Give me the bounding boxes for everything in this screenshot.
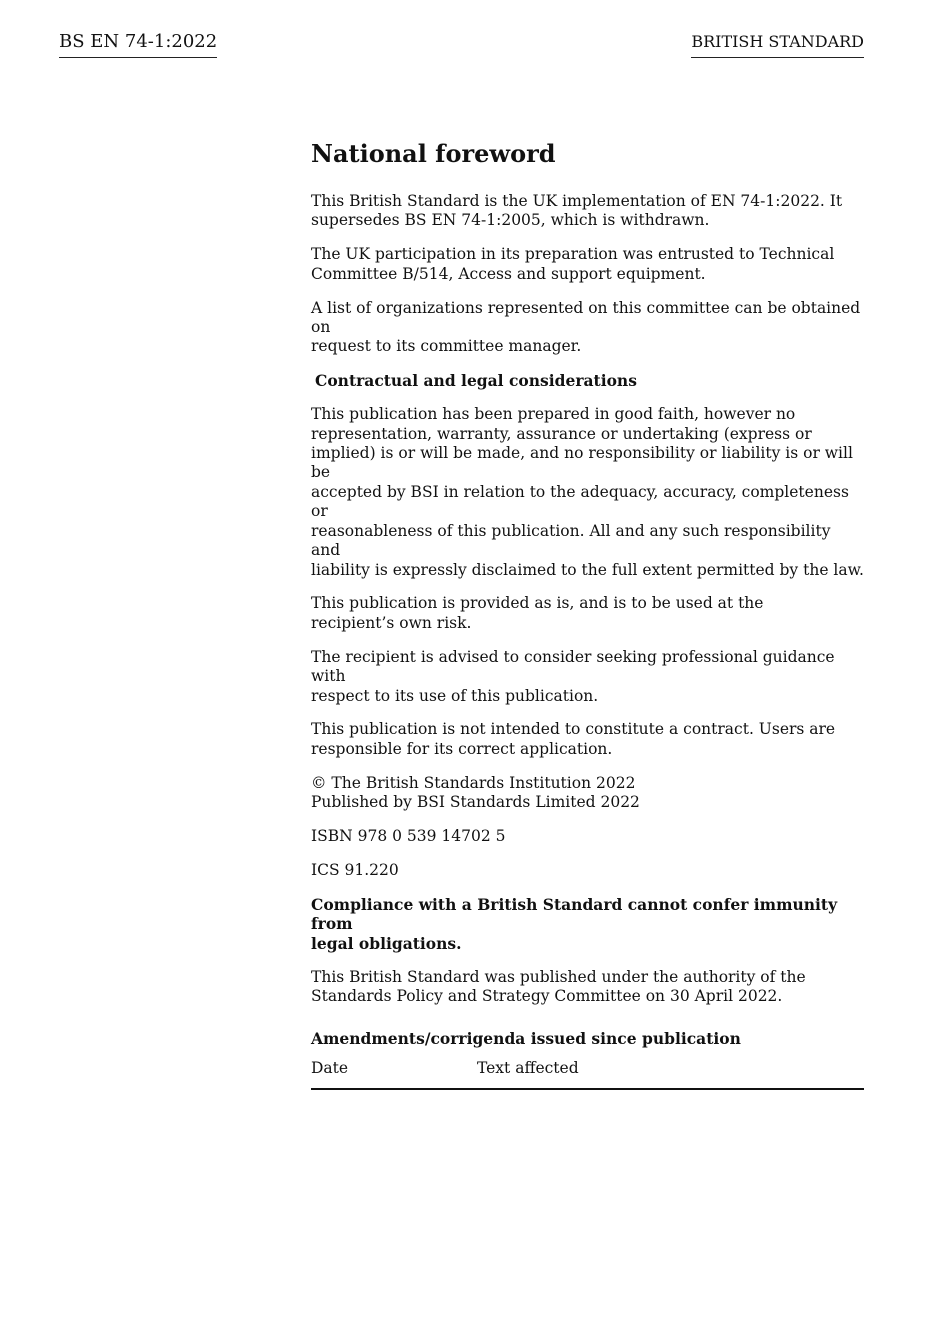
date-column-header: Date (311, 1058, 349, 1077)
text-line: The recipient is advised to consider seeking professional guidance with (311, 647, 835, 686)
standard-series-label: BRITISH STANDARD (691, 31, 864, 58)
foreword-content (311, 138, 864, 1090)
contract-paragraph (311, 720, 864, 759)
text-line: Standards Policy and Strategy Committee on 30 April 2022. (311, 987, 783, 1005)
text-line: reasonableness of this publication. All and any such responsibility and (311, 521, 831, 560)
text-line: The UK participation in its preparation was entrusted to Technical (311, 245, 835, 264)
amendments-table (311, 1059, 864, 1090)
compliance-notice (311, 895, 864, 953)
text-line: responsible for its correct application. (311, 739, 613, 758)
copyright-line: © The British Standards Institution 2022 (311, 773, 636, 792)
good-faith-paragraph (311, 405, 864, 580)
text-line: supersedes BS EN 74-1:2005, which is withdrawn. (311, 211, 710, 230)
text-line: This publication has been prepared in good faith, however no (311, 405, 796, 424)
text-line: legal obligations. (311, 933, 462, 953)
document-code: BS EN 74-1:2022 (59, 31, 217, 58)
text-line: respect to its use of this publication. (311, 686, 599, 705)
publisher-line: Published by BSI Standards Limited 2022 (311, 793, 640, 812)
text-line: Committee B/514, Access and support equipment. (311, 264, 706, 283)
guidance-paragraph (311, 648, 864, 706)
text-line: Compliance with a British Standard cannot confer immunity from (311, 894, 838, 934)
committee-paragraph (311, 245, 864, 284)
text-line: implied) is or will be made, and no responsibility or liability is or will be (311, 444, 853, 482)
text-line: A list of organizations represented on this committee can be obtained on (311, 298, 861, 337)
text-line: This British Standard is the UK implementation of EN 74-1:2022. It (311, 192, 843, 210)
own-risk-paragraph (311, 594, 864, 633)
text-line: This publication is not intended to constitute a contract. Users are (311, 720, 836, 739)
isbn: ISBN 978 0 539 14702 5 (311, 827, 506, 846)
amendments-heading: Amendments/corrigenda issued since publication (311, 1029, 741, 1049)
page-title: National foreword (311, 139, 556, 168)
organizations-paragraph (311, 299, 864, 357)
contractual-heading: Contractual and legal considerations (315, 371, 637, 391)
copyright-block (311, 774, 864, 813)
text-line: This British Standard was published under the authority of the (311, 967, 806, 986)
implementation-paragraph (311, 192, 864, 231)
authority-paragraph (311, 968, 864, 1007)
text-line: representation, warranty, assurance or undertaking (express or (311, 424, 812, 443)
text-line: accepted by BSI in relation to the adequacy, accuracy, completeness or (311, 482, 849, 521)
text-line: liability is expressly disclaimed to the full extent permitted by the law. (311, 560, 864, 579)
text-line: This publication is provided as is, and is to be used at the (311, 594, 764, 613)
text-affected-column-header: Text affected (477, 1058, 579, 1077)
text-line: request to its committee manager. (311, 337, 582, 356)
text-line: recipient’s own risk. (311, 613, 472, 632)
ics-code: ICS 91.220 (311, 860, 399, 879)
